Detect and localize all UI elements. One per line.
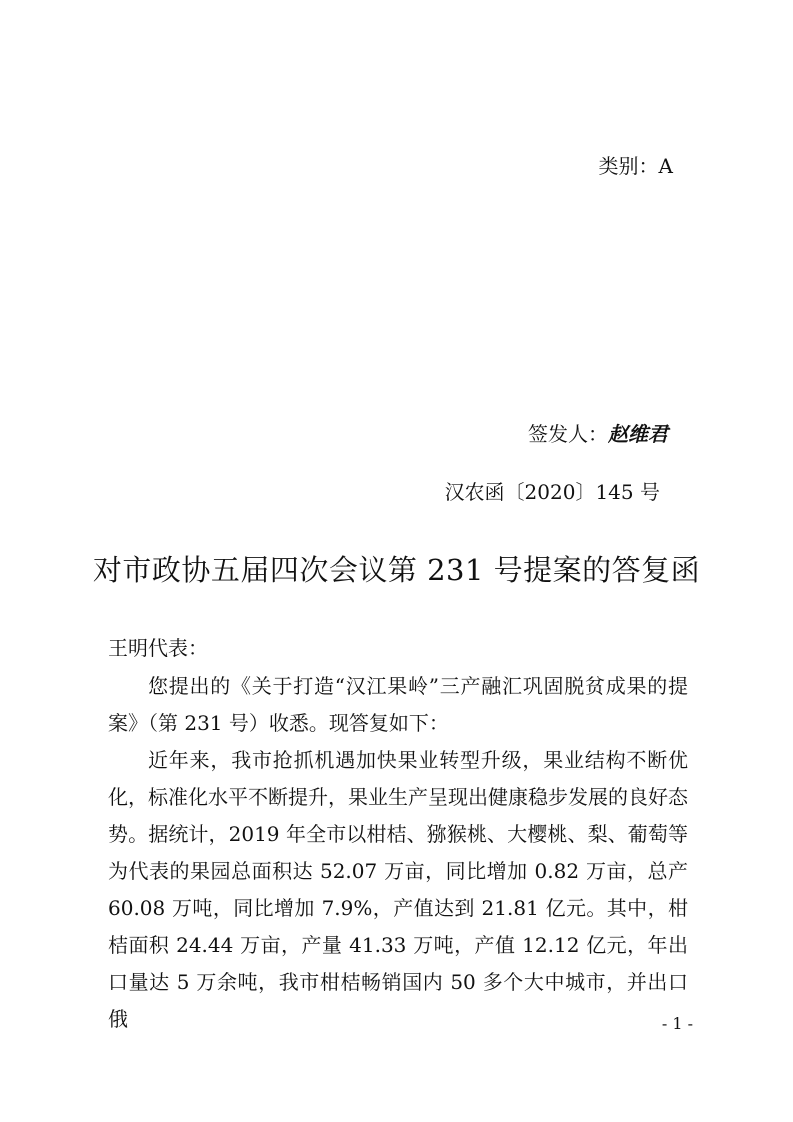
document-number: 汉农函〔2020〕145 号 — [444, 480, 660, 504]
document-category: 类别：A — [598, 154, 673, 178]
signer-line — [528, 418, 668, 447]
document-body — [108, 668, 688, 1038]
greeting: 王明代表： — [108, 636, 208, 660]
paragraph-acknowledgement: 您提出的《关于打造“汉江果岭”三产融汇巩固脱贫成果的提案》（第 231 号）收悉。现答复如下： — [108, 674, 688, 735]
signer-label: 签发人： — [528, 422, 608, 446]
signer-name: 赵维君 — [608, 422, 668, 446]
document-title: 对市政协五届四次会议第 231 号提案的答复函 — [92, 553, 701, 587]
page-number: - 1 - — [661, 1014, 693, 1033]
paragraph-fruit-industry: 近年来，我市抢抓机遇加快果业转型升级，果业结构不断优化，标准化水平不断提升，果业生产呈现出健康稳步发展的良好态势。据统计，2019 年全市以柑桔、猕猴桃、大樱桃、梨、葡萄等为代表的果园总面积达 52.07 万亩，同比增加 0.82 万亩，总产 60.08 万吨，同比增加 7.9%，产值达到 21.81 亿元。其中，柑桔面积 24.44 万亩，产量 41.33 万吨，产值 12.12 亿元，年出口量达 5 万余吨，我市柑桔畅销国内 50 多个大中城市，并出口俄 — [108, 748, 688, 1031]
